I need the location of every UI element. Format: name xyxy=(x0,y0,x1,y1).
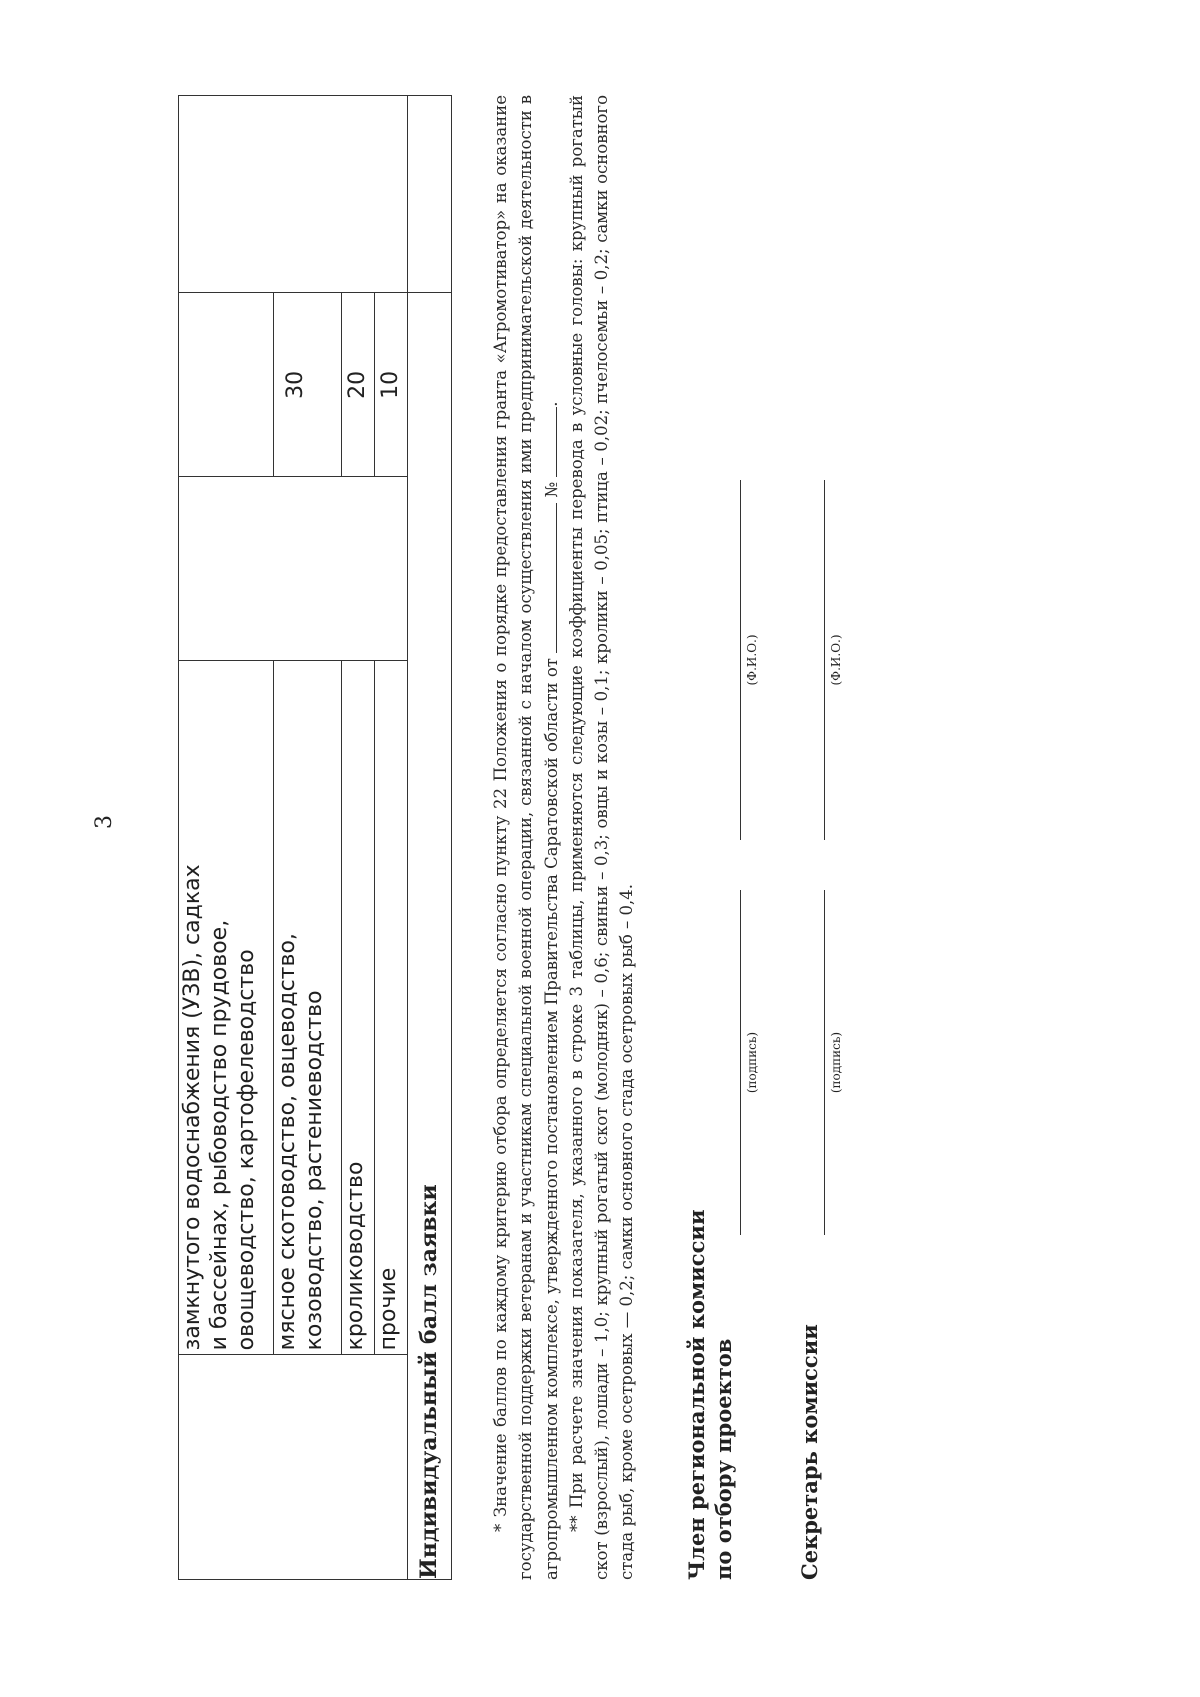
table-cell-value xyxy=(179,477,408,661)
signatory-title: Член региональной комиссии по отбору проектов xyxy=(684,1209,736,1580)
score-value xyxy=(179,293,187,476)
footnote-1 xyxy=(488,95,564,1580)
name-line xyxy=(824,480,826,840)
table-cell-criterion-number xyxy=(179,1355,408,1580)
signature-block-secretary xyxy=(796,95,886,1580)
table-cell-criterion xyxy=(341,661,374,1355)
score-value: 20 xyxy=(344,370,370,399)
table-cell-score-total xyxy=(179,96,408,293)
page-number: 3 xyxy=(92,815,117,829)
blank-number-line xyxy=(538,407,557,477)
table-cell-criterion xyxy=(273,661,341,1355)
criterion-text-rabbit-breeding: кролиководство xyxy=(342,1161,368,1351)
footnotes xyxy=(488,95,639,1580)
score-value: 30 xyxy=(282,370,308,399)
table-cell-criterion xyxy=(374,661,407,1355)
criteria-score-table xyxy=(178,95,452,1580)
criterion-text-livestock: мясное скотоводство, овцеводство, козоводство, растениеводство xyxy=(274,933,327,1351)
rotated-landscape-content xyxy=(178,95,938,1580)
signatory-title: Секретарь комиссии xyxy=(797,1324,822,1580)
score-value: 10 xyxy=(377,370,403,399)
blank-date-line xyxy=(538,503,557,653)
signature-block-commission-member xyxy=(683,95,773,1580)
footnote-1-end: . xyxy=(542,401,561,407)
table-cell-score xyxy=(179,293,274,477)
signature-line xyxy=(740,890,742,1235)
table-cell-score xyxy=(273,293,341,477)
name-caption: (Ф.И.О.) xyxy=(829,634,843,686)
footnote-1-text: * Значение баллов по каждому критерию отбора определяется согласно пункту 22 Положения о порядке предоставления гранта «Агромотиватор» на оказание государственной поддержки ветеранам и участникам специальной военной операции, связанной с началом осуществления ими предпринимательской деятельности в агропромышленном комплексе, утвержденного постановлением Правительства Саратовской области от xyxy=(491,95,561,1580)
criterion-text-other: прочие xyxy=(375,1267,401,1351)
criterion-text-water-supply: замкнутого водоснабжения (УЗВ), садках и бассейнах, рыбоводство прудовое, овощеводство, картофелеводство xyxy=(180,864,259,1351)
table-cell-total-value xyxy=(407,96,451,293)
signature-caption: (подпись) xyxy=(745,1031,759,1094)
footnote-1-number-sign: № xyxy=(542,481,561,498)
name-caption: (Ф.И.О.) xyxy=(745,634,759,686)
total-score-label: Индивидуальный балл заявки xyxy=(407,293,451,1580)
signature-caption: (подпись) xyxy=(829,1031,843,1094)
table-cell-score xyxy=(374,293,407,477)
table-cell-criterion xyxy=(179,661,274,1355)
name-line xyxy=(740,480,742,840)
footnote-2: ** При расчете значения показателя, указанного в строке 3 таблицы, применяются следующие коэффициенты перевода в условные головы: крупный рогатый скот (взрослый), лошади – 1,0; крупный рогатый скот (молодняк) – 0,6; свиньи – 0,3; овцы и козы – 0,1; кролики – 0,05; птица – 0,02; пчелосемьи – 0,2; самки основного стада рыб, кроме осетровых — 0,2; самки основного стада осетровых рыб – 0,4. xyxy=(567,95,636,1580)
signature-line xyxy=(824,890,826,1235)
table-cell-score xyxy=(341,293,374,477)
